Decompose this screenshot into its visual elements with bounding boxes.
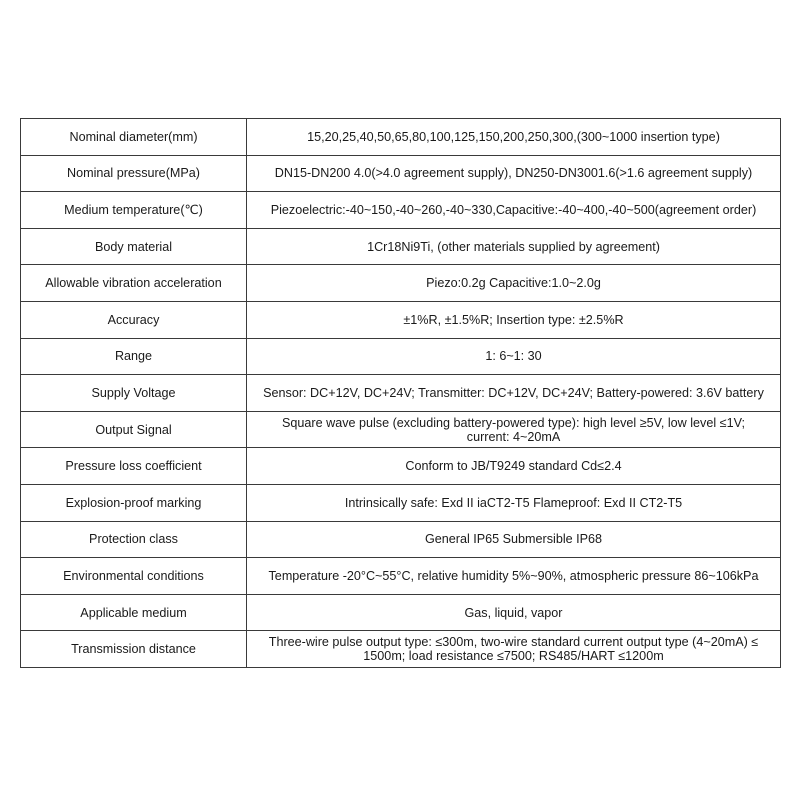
table-row	[21, 521, 781, 558]
value-cell: Temperature -20°C~55°C, relative humidity 5%~90%, atmospheric pressure 86~106kPa	[247, 558, 781, 595]
parameter-cell: Allowable vibration acceleration	[21, 265, 247, 302]
value-cell: General IP65 Submersible IP68	[247, 521, 781, 558]
table-row	[21, 301, 781, 338]
value-cell: 1: 6~1: 30	[247, 338, 781, 375]
parameter-cell: Explosion-proof marking	[21, 484, 247, 521]
value-cell: Sensor: DC+12V, DC+24V; Transmitter: DC+12V, DC+24V; Battery-powered: 3.6V battery	[247, 375, 781, 412]
parameter-cell: Accuracy	[21, 301, 247, 338]
table-row	[21, 448, 781, 485]
table-row	[21, 631, 781, 668]
parameter-cell: Protection class	[21, 521, 247, 558]
value-cell: 15,20,25,40,50,65,80,100,125,150,200,250,300,(300~1000 insertion type)	[247, 119, 781, 156]
parameter-cell: Environmental conditions	[21, 558, 247, 595]
value-cell: 1Cr18Ni9Ti, (other materials supplied by agreement)	[247, 228, 781, 265]
parameter-cell: Applicable medium	[21, 594, 247, 631]
parameter-cell: Range	[21, 338, 247, 375]
table-row	[21, 119, 781, 156]
parameter-cell: Supply Voltage	[21, 375, 247, 412]
specification-table	[20, 118, 781, 668]
value-cell: Gas, liquid, vapor	[247, 594, 781, 631]
value-cell: Intrinsically safe: Exd II iaCT2-T5 Flameproof: Exd II CT2-T5	[247, 484, 781, 521]
value-cell: ±1%R, ±1.5%R; Insertion type: ±2.5%R	[247, 301, 781, 338]
table-row	[21, 192, 781, 229]
parameter-cell: Medium temperature(℃)	[21, 192, 247, 229]
parameter-cell: Nominal pressure(MPa)	[21, 155, 247, 192]
parameter-cell: Transmission distance	[21, 631, 247, 668]
parameter-cell: Nominal diameter(mm)	[21, 119, 247, 156]
parameter-cell: Body material	[21, 228, 247, 265]
parameter-cell: Output Signal	[21, 411, 247, 448]
table-row	[21, 228, 781, 265]
value-cell: Conform to JB/T9249 standard Cd≤2.4	[247, 448, 781, 485]
table-row	[21, 484, 781, 521]
table-row	[21, 155, 781, 192]
table-row	[21, 265, 781, 302]
value-cell: Three-wire pulse output type: ≤300m, two-wire standard current output type (4~20mA) ≤ 1500m; load resistance ≤7500; RS485/HART ≤1200m	[247, 631, 781, 668]
value-cell: Square wave pulse (excluding battery-powered type): high level ≥5V, low level ≤1V; current: 4~20mA	[247, 411, 781, 448]
table-row	[21, 338, 781, 375]
value-cell: DN15-DN200 4.0(>4.0 agreement supply), DN250-DN3001.6(>1.6 agreement supply)	[247, 155, 781, 192]
value-cell: Piezoelectric:-40~150,-40~260,-40~330,Capacitive:-40~400,-40~500(agreement order)	[247, 192, 781, 229]
value-cell: Piezo:0.2g Capacitive:1.0~2.0g	[247, 265, 781, 302]
table-row	[21, 594, 781, 631]
table-row	[21, 375, 781, 412]
parameter-cell: Pressure loss coefficient	[21, 448, 247, 485]
table-row	[21, 411, 781, 448]
table-row	[21, 558, 781, 595]
specification-table-body	[21, 119, 781, 668]
